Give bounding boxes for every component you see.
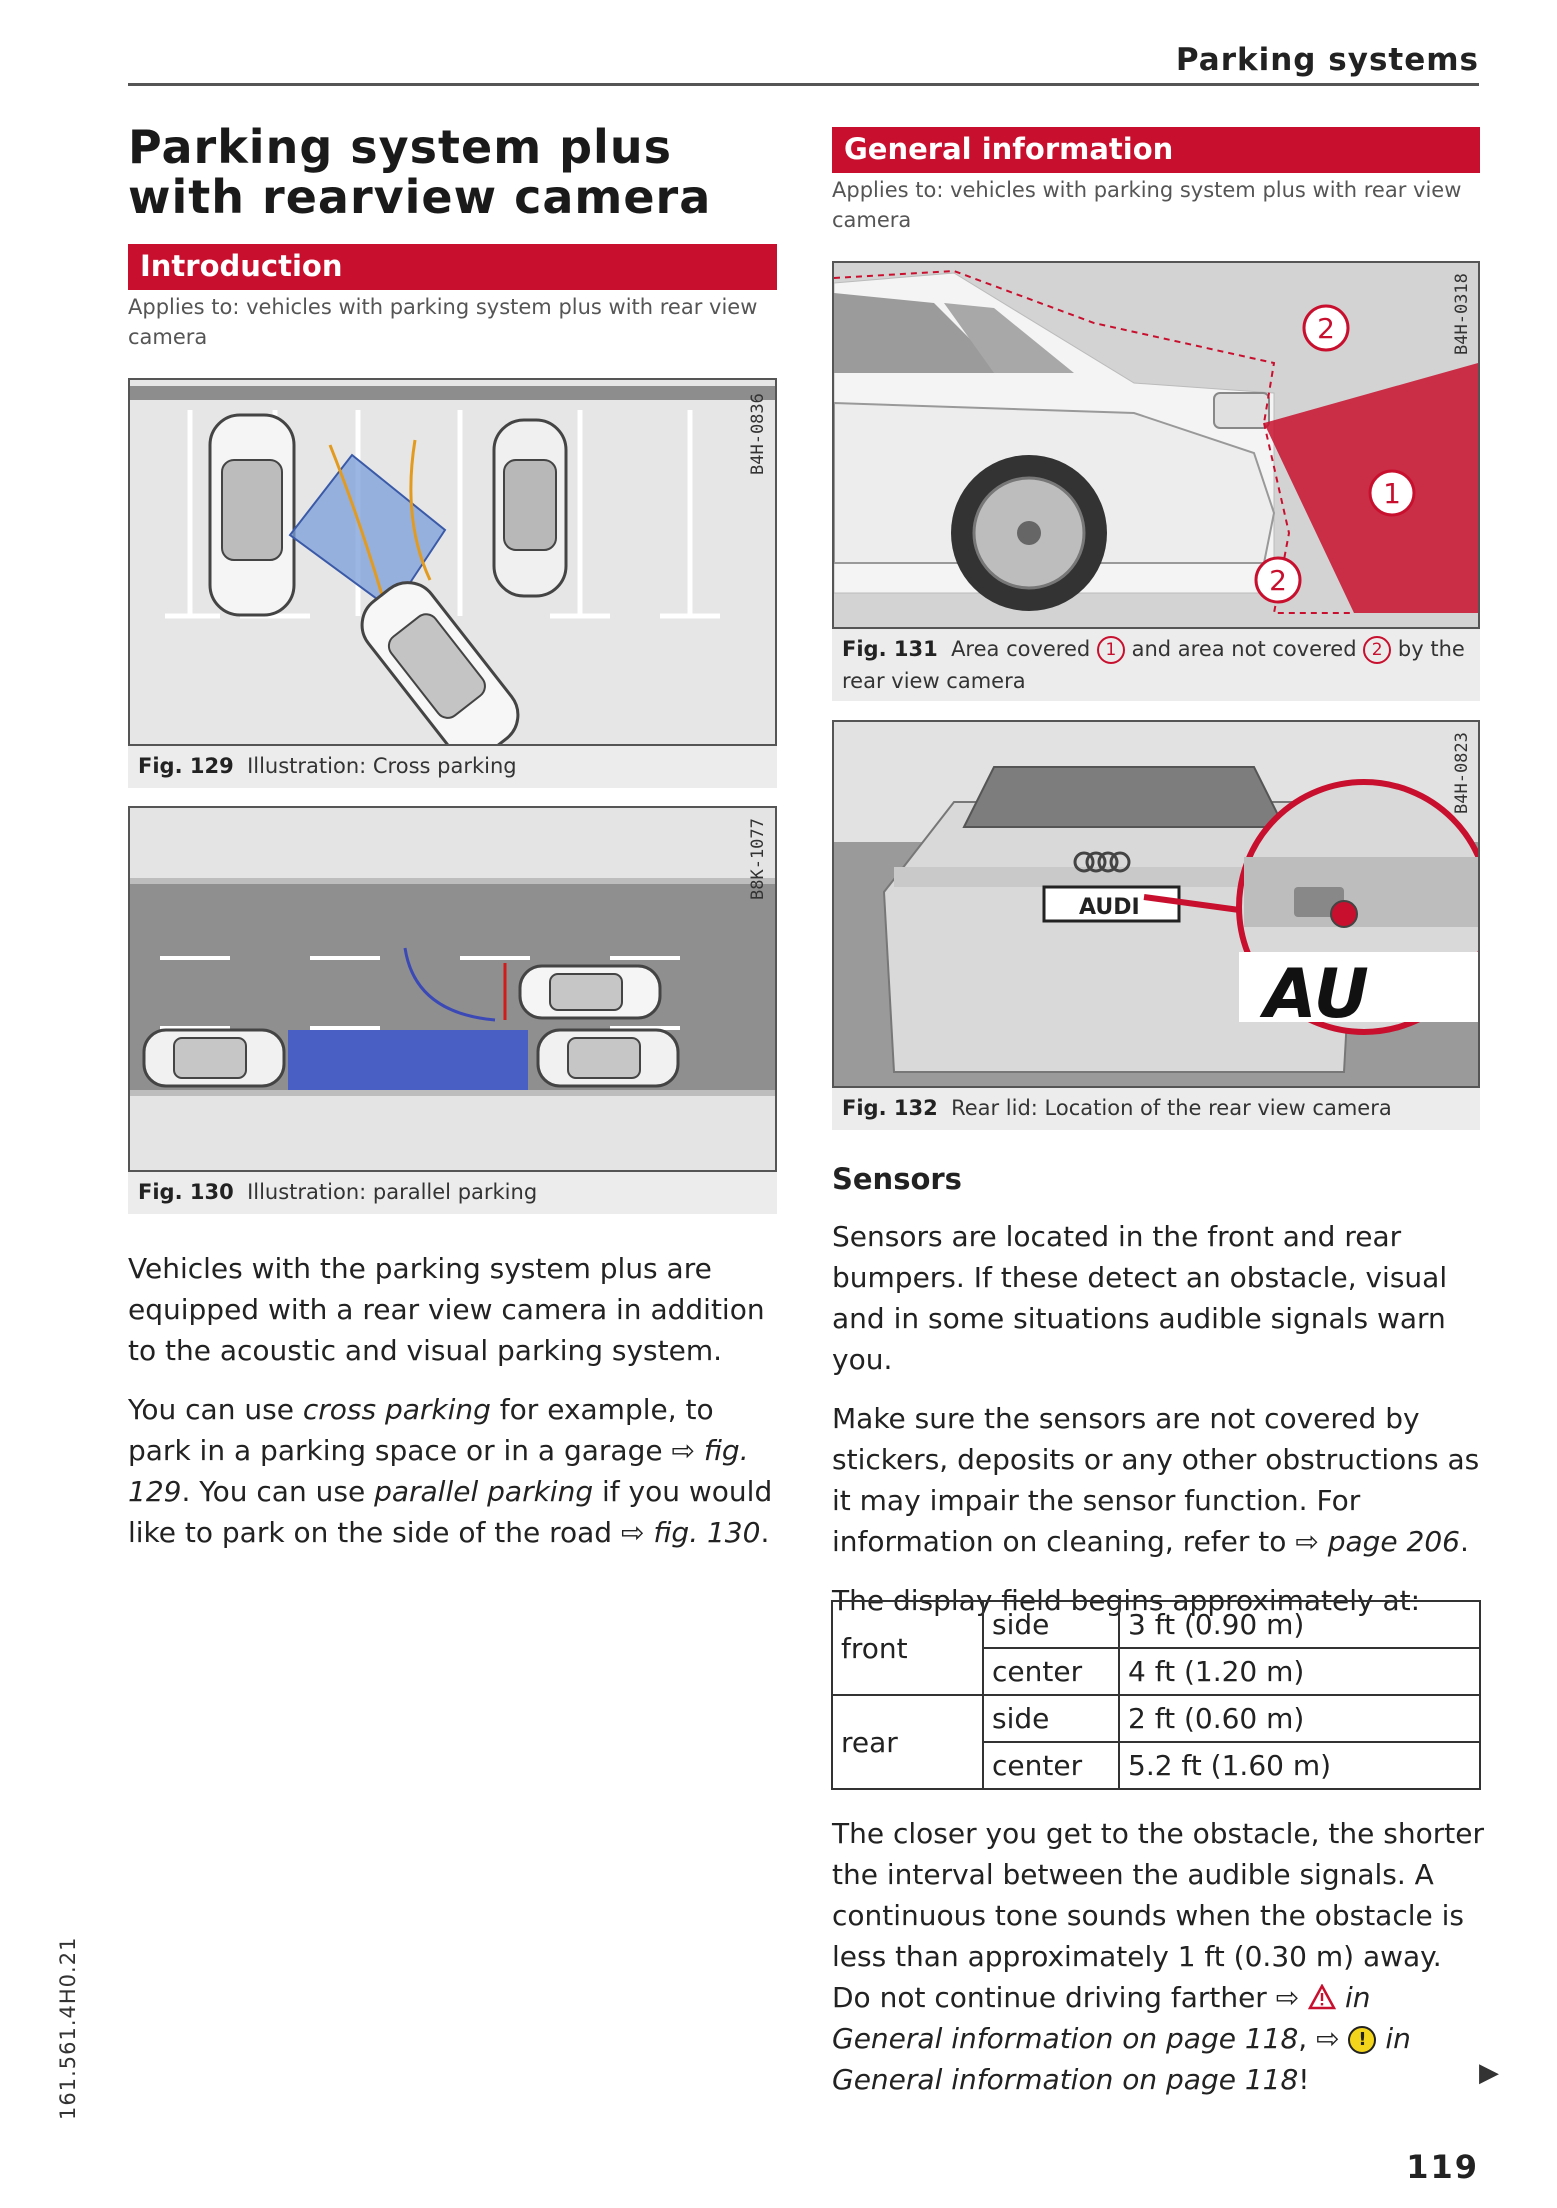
position-cell: center [983, 1648, 1119, 1695]
figure-number: Fig. 130 [138, 1180, 234, 1204]
continue-arrow-icon: ▶ [1479, 2058, 1499, 2088]
figure-number: Fig. 131 [842, 637, 938, 661]
document-code: 161.561.4H0.21 [56, 1936, 80, 2120]
figure-132-camera-location [832, 720, 1480, 1088]
svg-text:2: 2 [1269, 564, 1287, 597]
position-cell: side [983, 1695, 1119, 1742]
distance-cell: 4 ft (1.20 m) [1119, 1648, 1480, 1695]
left-column-text [128, 1248, 783, 1571]
page-title: Parking system plus with rearview camera [128, 120, 712, 224]
figure-code: B8K-1077 [748, 818, 768, 900]
text-run: ! [1298, 2063, 1310, 2096]
zoom-lettering: AU [1264, 955, 1369, 1034]
figure-code: B4H-0823 [1452, 732, 1472, 814]
sensors-paragraph-2 [832, 1398, 1487, 1562]
warning-paragraph-block [832, 1813, 1487, 2118]
caption-text: and area not covered [1131, 637, 1357, 661]
text-run: . You can use [181, 1475, 375, 1508]
rear-lid-illustration [834, 722, 1478, 1086]
marker-1-badge: 1 [1097, 636, 1125, 664]
obstacle-distance-paragraph [832, 1813, 1487, 2100]
running-header: Parking systems [1175, 42, 1479, 78]
parked-car-left [210, 415, 294, 615]
figure-code: B4H-0836 [748, 393, 768, 475]
position-cell: center [983, 1742, 1119, 1789]
figure-number: Fig. 129 [138, 754, 234, 778]
table-row [832, 1695, 1480, 1742]
figure-code: B4H-0318 [1452, 273, 1472, 355]
parked-car-right [494, 420, 566, 596]
text-run: if you would like to park on the side of the road ⇨ [128, 1475, 773, 1549]
text-run: . [1459, 1525, 1469, 1558]
group-label-front: front [832, 1601, 983, 1695]
group-label-rear: rear [832, 1695, 983, 1789]
figure-caption-text: Rear lid: Location of the rear view camera [951, 1096, 1392, 1120]
marker-2-upper [1304, 306, 1348, 350]
parked-car-rear [144, 1030, 284, 1086]
text-run: , ⇨ [1298, 2022, 1349, 2055]
distance-cell: 2 ft (0.60 m) [1119, 1695, 1480, 1742]
text-run: . [760, 1516, 770, 1549]
figure-129-cross-parking [128, 378, 777, 746]
figure-130-parallel-parking [128, 806, 777, 1172]
distance-cell: 3 ft (0.90 m) [1119, 1601, 1480, 1648]
caption-text: Area covered [951, 637, 1091, 661]
link-fig-130[interactable]: fig. 130 [653, 1516, 761, 1549]
figure-131-camera-coverage [832, 261, 1480, 629]
section-heading-general-information: General information [832, 127, 1480, 173]
camera-zoom-circle [1239, 782, 1478, 1034]
figure-132-caption [832, 1088, 1480, 1130]
sensors-text [832, 1216, 1487, 1639]
sensors-paragraph-1: Sensors are located in the front and rear bumpers. If these detect an obstacle, visual and in some situations audible signals warn you. [832, 1220, 1448, 1376]
figure-131-caption [832, 629, 1480, 701]
caption-text: by the rear view camera [842, 637, 1465, 693]
sensors-heading: Sensors [832, 1162, 962, 1196]
position-cell: side [983, 1601, 1119, 1648]
maneuvering-car [520, 966, 660, 1018]
warning-triangle-icon [1308, 1984, 1336, 2010]
svg-text:2: 2 [1317, 312, 1335, 345]
marker-1 [1370, 471, 1414, 515]
parking-modes-paragraph [128, 1389, 783, 1553]
figure-caption-text: Illustration: parallel parking [247, 1180, 538, 1204]
figure-number: Fig. 132 [842, 1096, 938, 1120]
sensors-paragraph-3: The display field begins approximately at: [832, 1584, 1421, 1617]
figure-caption-text: Illustration: Cross parking [247, 754, 517, 778]
text-run: The closer you get to the obstacle, the shorter the interval between the audible signals. A continuous tone sounds when the obstacle is less than approximately 1 ft (0.30 m) away. Do not continue driving farther ⇨ [832, 1817, 1484, 2014]
marker-2-badge: 2 [1363, 636, 1391, 664]
table-row [832, 1601, 1480, 1648]
applies-note-introduction: Applies to: vehicles with parking system plus with rear view camera [128, 295, 758, 349]
svg-text:1: 1 [1383, 477, 1401, 510]
emphasis-cross-parking: cross parking [302, 1393, 491, 1426]
figure-129-caption [128, 746, 777, 788]
plate-text: AUDI [1079, 895, 1140, 920]
caution-notice-icon: ! [1348, 2026, 1376, 2054]
link-general-information-warning[interactable]: in General information on page 118 [832, 1981, 1371, 2055]
cross-parking-illustration [130, 380, 775, 744]
figure-130-caption [128, 1172, 777, 1214]
applies-note-general: Applies to: vehicles with parking system plus with rear view camera [832, 178, 1462, 232]
parallel-parking-illustration [130, 808, 775, 1170]
link-page-206[interactable]: page 206 [1327, 1525, 1460, 1558]
camera-lens [1331, 901, 1357, 927]
distance-cell: 5.2 ft (1.60 m) [1119, 1742, 1480, 1789]
display-field-distance-table [831, 1600, 1481, 1790]
text-run: You can use [128, 1393, 303, 1426]
header-rule [128, 83, 1479, 86]
link-general-information-note[interactable]: in General information on page 118 [832, 2022, 1411, 2096]
section-heading-introduction: Introduction [128, 244, 777, 290]
parking-gap-area [288, 1030, 528, 1090]
marker-2-lower [1256, 558, 1300, 602]
intro-paragraph: Vehicles with the parking system plus are equipped with a rear view camera in addition to the acoustic and visual parking system. [128, 1252, 765, 1367]
text-run: for example, to park in a parking space or in a garage ⇨ [128, 1393, 714, 1467]
page-number: 119 [1406, 2148, 1479, 2186]
emphasis-parallel-parking: parallel parking [374, 1475, 594, 1508]
text-run: Make sure the sensors are not covered by stickers, deposits or any other obstructions as it may impair the sensor function. For information on cleaning, refer to ⇨ [832, 1402, 1480, 1558]
link-fig-129[interactable]: fig. 129 [128, 1434, 749, 1508]
parked-car-front [538, 1030, 678, 1086]
camera-coverage-illustration [834, 263, 1478, 627]
